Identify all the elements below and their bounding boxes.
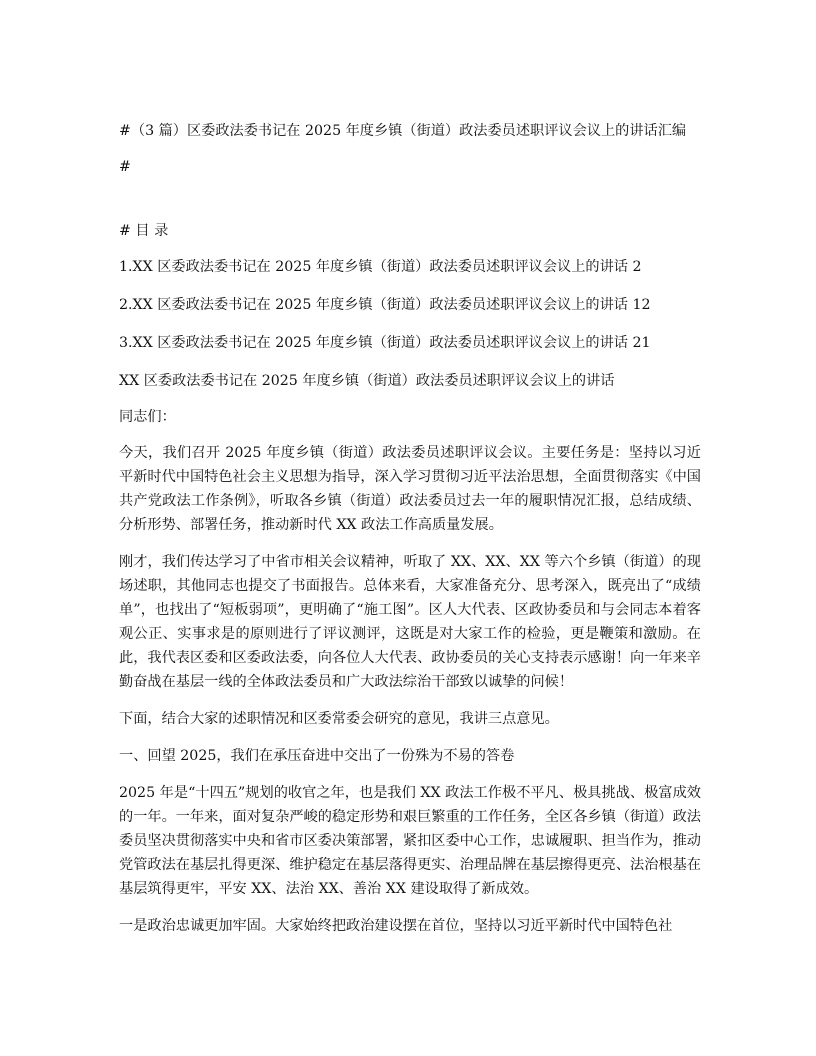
toc-item: 2.XX 区委政法委书记在 2025 年度乡镇（街道）政法委员述职评议会议上的讲话 12 [119,297,651,313]
toc-heading: # 目 录 [119,223,169,239]
toc-item: 3.XX 区委政法委书记在 2025 年度乡镇（街道）政法委员述职评议会议上的讲话 21 [119,335,651,351]
body-paragraph: 刚才，我们传达学习了中省市相关会议精神，听取了 XX、XX、XX 等六个乡镇（街道）的现场述职，其他同志也提交了书面报告。总体来看，大家准备充分、思考深入，既亮出了“成绩单”，也找出了“短板弱项”，更明确了“施工图”。区人大代表、区政协委员和与会同志本着客观公正、实事求是的原则进行了评议测评，这既是对大家工作的检验，更是鞭策和激励。在此，我代表区委和区委政法委，向各位人大代表、政协委员的关心支持表示感谢！向一年来辛勤奋战在基层一线的全体政法委员和广大政法综治干部致以诚挚的问候！ [119,554,701,690]
toc-item: 1.XX 区委政法委书记在 2025 年度乡镇（街道）政法委员述职评议会议上的讲话 2 [119,259,642,275]
greeting: 同志们： [119,409,176,425]
document-body [119,119,701,951]
body-paragraph: 下面，结合大家的述职情况和区委常委会研究的意见，我讲三点意见。 [119,711,559,727]
heading-marker: # [119,159,131,175]
section-heading: 一、回望 2025，我们在承压奋进中交出了一份殊为不易的答卷 [119,748,515,764]
speech-title: XX 区委政法委书记在 2025 年度乡镇（街道）政法委员述职评议会议上的讲话 [119,373,615,389]
document-title: #（3 篇）区委政法委书记在 2025 年度乡镇（街道）政法委员述职评议会议上的讲话汇编 [119,123,687,139]
body-paragraph: 2025 年是“十四五”规划的收官之年，也是我们 XX 政法工作极不平凡、极具挑战、极富成效的一年。一年来，面对复杂严峻的稳定形势和艰巨繁重的工作任务，全区各乡镇（街道）政法委员坚决贯彻落实中央和省市区委决策部署，紧扣区委中心工作，忠诚履职、担当作为，推动党管政法在基层扎得更深、维护稳定在基层落得更实、治理品牌在基层擦得更亮、法治根基在基层筑得更牢，平安 XX、法治 XX、善治 XX 建设取得了新成效。 [119,785,701,897]
body-paragraph: 一是政治忠诚更加牢固。大家始终把政治建设摆在首位，坚持以习近平新时代中国特色社 [119,918,673,934]
body-paragraph: 今天，我们召开 2025 年度乡镇（街道）政法委员述职评议会议。主要任务是：坚持以习近平新时代中国特色社会主义思想为指导，深入学习贯彻习近平法治思想，全面贯彻落实《中国共产党政法工作条例》，听取各乡镇（街道）政法委员过去一年的履职情况汇报，总结成绩、分析形势、部署任务，推动新时代 XX 政法工作高质量发展。 [119,445,701,533]
